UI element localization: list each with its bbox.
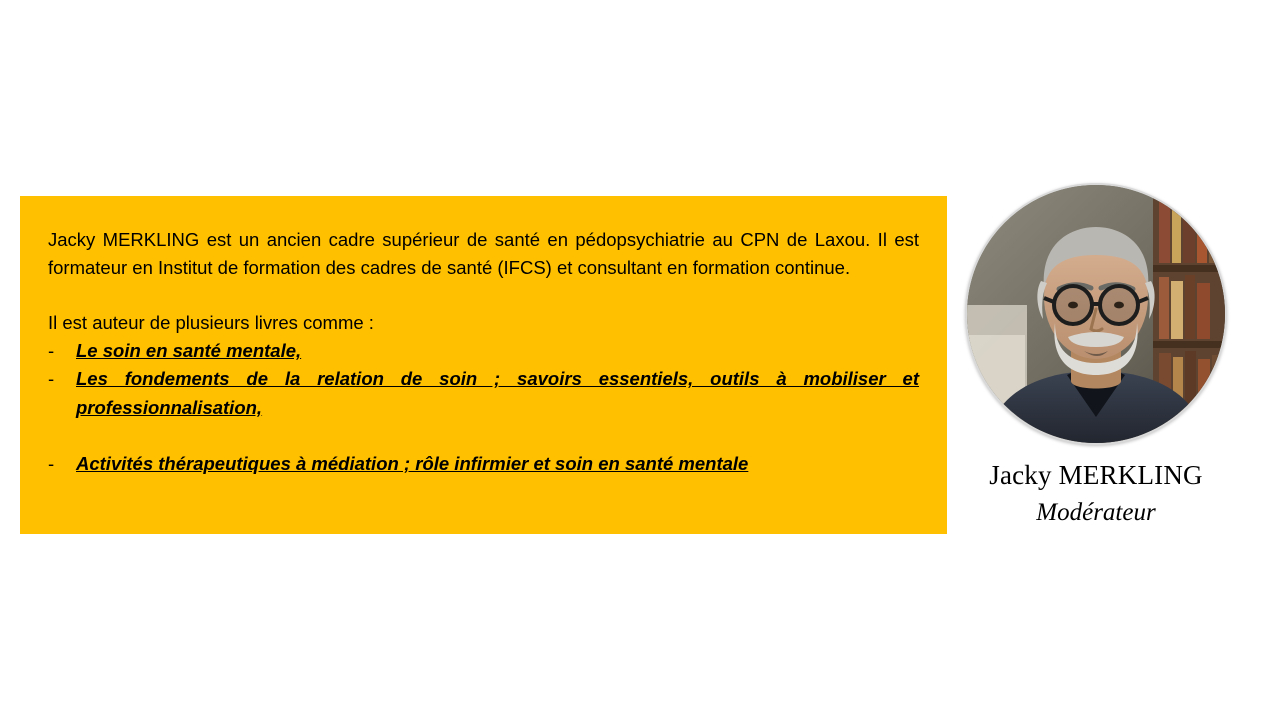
bullet-dash: - bbox=[48, 368, 55, 390]
bio-panel bbox=[20, 196, 947, 534]
list-item bbox=[48, 450, 919, 478]
portrait-photo bbox=[967, 185, 1225, 443]
bio-intro-paragraph: Jacky MERKLING est un ancien cadre supérieur de santé en pédopsychiatrie au CPN de Laxou. Il est formateur en Institut de formation des cadres de santé (IFCS) et consultant en formation continue. bbox=[48, 229, 919, 279]
book-title: Le soin en santé mentale, bbox=[76, 340, 302, 362]
book-list bbox=[48, 337, 919, 478]
speaker-card bbox=[962, 183, 1230, 529]
book-title: Activités thérapeutiques à médiation ; rôle infirmier et soin en santé mentale bbox=[76, 452, 749, 474]
bullet-dash: - bbox=[48, 452, 55, 474]
book-title: Les fondements de la relation de soin ; savoirs essentiels, outils à mobiliser et professionnalisation, bbox=[76, 368, 919, 418]
list-item bbox=[48, 337, 919, 365]
speaker-role: Modérateur bbox=[1036, 498, 1156, 526]
bullet-dash: - bbox=[48, 340, 55, 362]
list-item bbox=[48, 365, 919, 449]
bio-books-lead: Il est auteur de plusieurs livres comme : bbox=[48, 312, 374, 334]
avatar bbox=[965, 183, 1227, 445]
speaker-name: Jacky MERKLING bbox=[989, 460, 1203, 490]
